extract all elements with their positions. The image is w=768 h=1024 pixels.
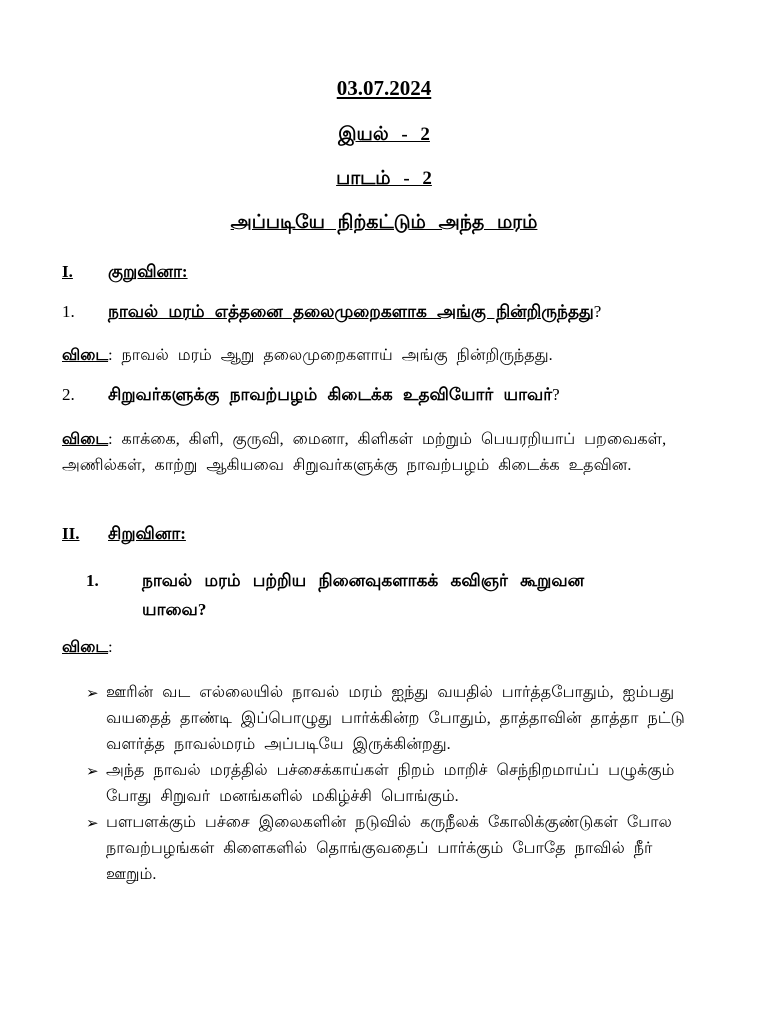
lesson-heading: பாடம் - 2 [336, 168, 432, 189]
section-title: சிறுவினா: [108, 524, 186, 543]
arrow-bullet-icon: ➢ [86, 762, 99, 780]
answer-text: : நாவல் மரம் ஆறு தலைமுறைகளாய் அங்கு நின்றிருந்தது. [108, 347, 553, 364]
question-mark: ? [593, 302, 602, 321]
answer-text: : காக்கை, கிளி, குருவி, மைனா, கிளிகள் மற்றும் பெயரறியாப் பறவைகள், அணில்கள், காற்று ஆகியவை சிறுவர்களுக்கு நாவற்பழம் கிடைக்க உதவின. [62, 431, 667, 474]
question-mark: ? [552, 385, 560, 404]
question-2 [62, 385, 560, 407]
bullet-text: ஊரின் வட எல்லையில் நாவல் மரம் ஐந்து வயதில் பார்த்தபோதும், ஐம்பது வயதைத் தாண்டி இப்பொழுது பார்க்கின்ற போதும், தாத்தாவின் தாத்தா நட்டு வளர்த்த நாவல்மரம் அப்படியே இருக்கின்றது. [106, 684, 685, 753]
arrow-bullet-icon: ➢ [86, 684, 99, 702]
list-item [86, 758, 686, 810]
question-text: சிறுவர்களுக்கு நாவற்பழம் கிடைக்க உதவியோர் யாவர் [108, 385, 553, 404]
list-item [86, 810, 686, 888]
date-heading: 03.07.2024 [336, 76, 432, 100]
section-heading-short-questions [62, 262, 188, 284]
bullet-text: அந்த நாவல் மரத்தில் பச்சைக்காய்கள் நிறம் மாறிச் செந்நிறமாய்ப் பழுக்கும் போது சிறுவர் மனங்களில் மகிழ்ச்சி பொங்கும். [106, 762, 675, 805]
answer-2 [62, 427, 682, 479]
arrow-bullet-icon: ➢ [86, 814, 99, 832]
question-3 [86, 566, 646, 624]
section-number: I. [62, 262, 73, 281]
answer-colon: : [108, 639, 113, 656]
question-number: 1. [86, 571, 99, 590]
list-item [86, 680, 686, 758]
answer-label: விடை [62, 431, 109, 448]
question-text: நாவல் மரம் பற்றிய நினைவுகளாகக் கவிஞர் கூறுவன யாவை? [142, 571, 585, 619]
question-number: 2. [62, 385, 75, 404]
answer-label: விடை [62, 347, 109, 364]
section-title: குறுவினா: [108, 262, 188, 281]
answer-label: விடை [62, 639, 109, 656]
section-heading-brief-questions [62, 524, 186, 546]
question-text: நாவல் மரம் எத்தனை தலைமுறைகளாக அங்கு நின்றிருந்தது [108, 302, 594, 321]
poem-title: அப்படியே நிற்கட்டும் அந்த மரம் [230, 212, 538, 233]
question-number: 1. [62, 302, 75, 321]
bullet-text: பளபளக்கும் பச்சை இலைகளின் நடுவில் கருநீலக் கோலிக்குண்டுகள் போல நாவற்பழங்கள் கிளைகளில் தொங்குவதைப் பார்க்கும் போதே நாவில் நீர் ஊறும். [106, 814, 672, 883]
question-1 [62, 302, 601, 324]
chapter-heading: இயல் - 2 [338, 124, 430, 145]
answer-bullet-list [86, 680, 686, 888]
answer-3-label-line [62, 638, 113, 658]
section-number: II. [62, 524, 80, 543]
answer-1 [62, 343, 553, 369]
